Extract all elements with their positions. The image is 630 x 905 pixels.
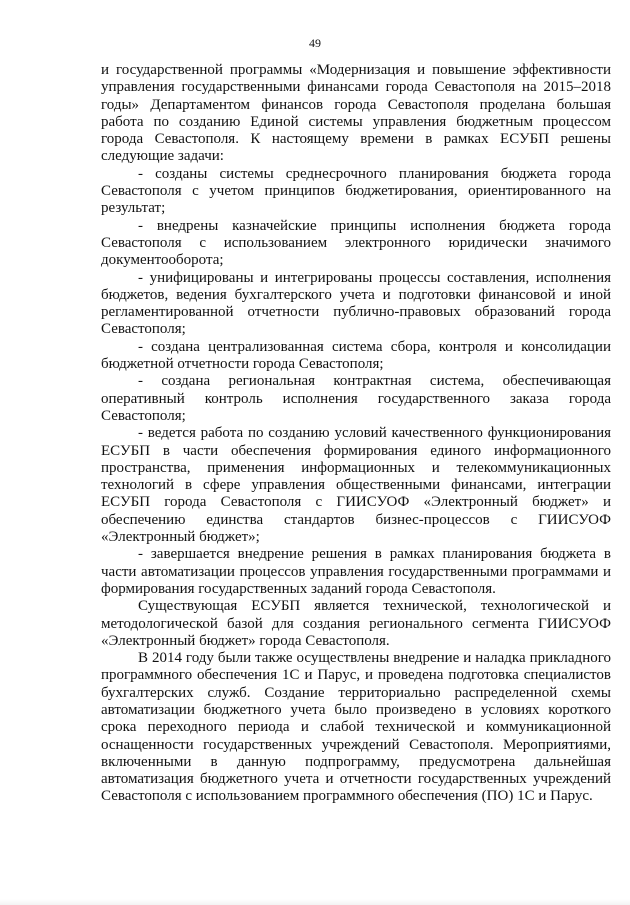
page-number: 49: [309, 36, 321, 50]
list-item-planning: - созданы системы среднесрочного планирования бюджета города Севастополя с учетом принципов бюджетирования, ориентированного на результат;: [101, 165, 611, 217]
paragraph-existing-system: Существующая ЕСУБП является технической, технологической и методологической базой для создания регионального сегмента ГИИСУОФ «Электронный бюджет» города Севастополя.: [101, 598, 611, 649]
paragraph-2014: В 2014 году были также осуществлены внедрение и наладка прикладного программного обеспечения 1С и Парус, и проведена подготовка специалистов бухгалтерских служб. Создание территориально распределенной схемы автоматизации бюджетного учета было произведено в условиях короткого срока переходного периода и слабой технической и коммуникационной оснащенности государственных учреждений Севастополя. Мероприятиями, включенными в данную подпрограмму, предусмотрена дальнейшая автоматизация бюджетного учета и отчетности государственных учреждений Севастополя с использованием программного обеспечения (ПО) 1С и Парус.: [101, 650, 611, 805]
list-item-contract-system: - создана региональная контрактная система, обеспечивающая оперативный контроль исполнения государственного заказа города Севастополя;: [101, 373, 611, 424]
list-item-treasury: - внедрены казначейские принципы исполнения бюджета города Севастополя с использованием электронного юридически значимого документооборота;: [101, 217, 611, 269]
list-item-planning-automation: - завершается внедрение решения в рамках планирования бюджета в части автоматизации процессов управления государственными программами и формирования государственных заданий города Севастополя.: [101, 546, 611, 597]
paragraph-intro: и государственной программы «Модернизация и повышение эффективности управления государственными финансами города Севастополя на 2015–2018 годы» Департаментом финансов города Севастополя проделана большая работа по созданию Единой системы управления бюджетным процессом города Севастополя. К настоящему времени в рамках ЕСУБП решены следующие задачи:: [101, 62, 611, 165]
list-item-reporting: - создана централизованная система сбора, контроля и консолидации бюджетной отчетности города Севастополя;: [101, 338, 611, 373]
list-item-integration: - ведется работа по созданию условий качественного функционирования ЕСУБП в части обеспечения формирования единого информационного пространства, применения информационных и телекоммуникационных технологий в сфере управления общественными финансами, интеграции ЕСУБП города Севастополя с ГИИСУОФ «Электронный бюджет» и обеспечению единства стандартов бизнес-процессов с ГИИСУОФ «Электронный бюджет»;: [101, 425, 611, 546]
scan-bottom-edge: [0, 899, 630, 905]
document-body: [101, 62, 611, 806]
list-item-unification: - унифицированы и интегрированы процессы составления, исполнения бюджетов, ведения бухгалтерского учета и подготовки финансовой и иной регламентированной отчетности публично-правовых образований города Севастополя;: [101, 269, 611, 338]
